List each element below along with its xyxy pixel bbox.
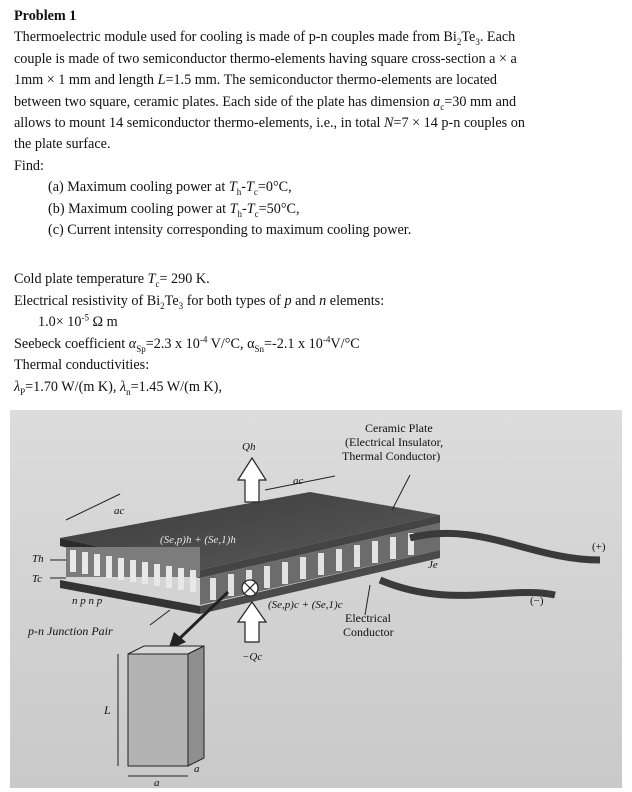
label-qc: −Qc bbox=[242, 651, 263, 663]
problem-text bbox=[14, 6, 618, 398]
label-cold-term: (Se,p)c + (Se,1)c bbox=[268, 599, 343, 611]
given-resistivity: Electrical resistivity of $Bi_2Te_3$ for both types of p and n elements: bbox=[14, 292, 385, 311]
label-je: Je bbox=[428, 559, 438, 571]
task-a: (a) Maximum cooling power at $T_h-T_c=0^\circ C$, bbox=[48, 179, 292, 198]
task-b: (b) Maximum cooling power at $T_h-T_c=50^\circ C$, bbox=[48, 200, 300, 219]
intro-paragraph bbox=[14, 27, 618, 155]
label-minus: (−) bbox=[530, 595, 544, 607]
label-tc: Tc bbox=[32, 573, 42, 585]
label-th: Th bbox=[32, 553, 44, 565]
label-a-depth: a bbox=[194, 763, 200, 775]
intro-line-6: the plate surface. bbox=[14, 136, 111, 153]
label-plus: (+) bbox=[592, 541, 606, 553]
given-thermal-label: Thermal conductivities: bbox=[14, 357, 150, 374]
element-block-side bbox=[188, 646, 204, 766]
given-cold-temp: Cold plate temperature $T_c= 290$ K. bbox=[14, 271, 210, 290]
problem-title: Problem 1 bbox=[14, 8, 77, 24]
label-ac-left: ac bbox=[114, 505, 125, 517]
label-ceramic-3: Thermal Conductor) bbox=[342, 449, 441, 463]
given-resistivity-value: $1.0\times 10^{-5}$ Ω m bbox=[38, 312, 118, 331]
given-thermal-values: $\lambda_P=1.70$ W/(m K), $\lambda_n=1.45$ W/(m K), bbox=[14, 378, 222, 397]
label-elec-2: Conductor bbox=[343, 625, 394, 639]
element-block-front bbox=[128, 654, 188, 766]
label-ceramic-1: Ceramic Plate bbox=[365, 421, 433, 435]
label-npnp: n p n p bbox=[72, 595, 103, 607]
label-a-width: a bbox=[154, 777, 160, 788]
intro-line-2: couple is made of two semiconductor thermo-elements having square cross-section a × a bbox=[14, 50, 517, 67]
label-qh: Qh bbox=[242, 441, 256, 453]
thermoelectric-module-figure bbox=[10, 410, 622, 788]
task-c: (c) Current intensity corresponding to maximum cooling power. bbox=[48, 222, 412, 239]
intro-line-3: 1mm × 1 mm and length L=1.5 mm. The semiconductor thermo-elements are located bbox=[14, 72, 498, 89]
given-seebeck: Seebeck coefficient $\alpha_{Sp}=2.3$ x $10^{-4}$ V/°C, $\alpha_{Sn}=-2.1$ x $10^{-4}V/^\circ C$ bbox=[14, 333, 360, 354]
label-hot-term: (Se,p)h + (Se,1)h bbox=[160, 534, 236, 546]
label-ceramic-2: (Electrical Insulator, bbox=[345, 435, 444, 449]
intro-line-1: Thermoelectric module used for cooling is made of p-n couples made from $Bi_2Te_3$. Each bbox=[14, 29, 516, 48]
label-junction: p-n Junction Pair bbox=[28, 624, 113, 638]
intro-line-5: allows to mount 14 semiconductor thermo-elements, i.e., in total N=7 × 14 p-n couples on bbox=[14, 115, 525, 132]
label-ac-top: ac bbox=[293, 475, 304, 487]
label-elec-1: Electrical bbox=[345, 611, 391, 625]
label-l: L bbox=[104, 703, 111, 717]
find-label: Find: bbox=[14, 157, 44, 174]
intro-line-4: between two square, ceramic plates. Each side of the plate has dimension $a_c=30$ mm and bbox=[14, 93, 517, 112]
